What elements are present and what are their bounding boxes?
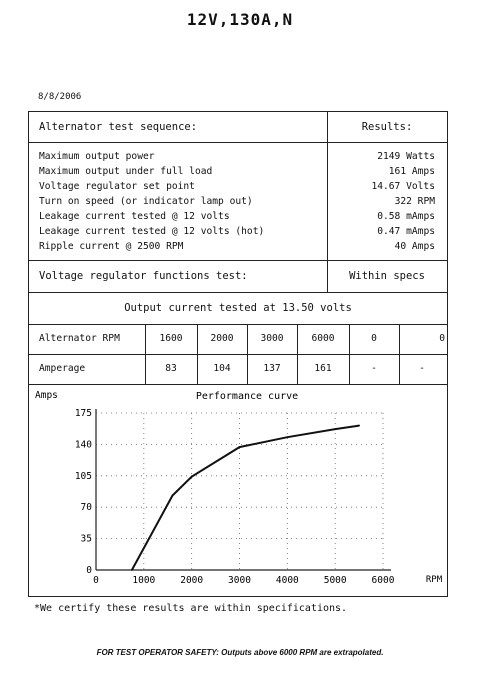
- data-point: [286, 436, 288, 438]
- data-point: [334, 428, 336, 430]
- x-tick-label: 4000: [275, 575, 299, 586]
- rule: [29, 384, 447, 385]
- test-result: 0.58 mAmps: [377, 211, 435, 222]
- amperage-value: -: [419, 363, 425, 374]
- test-result: 0.47 mAmps: [377, 226, 435, 237]
- x-tick-label: 0: [93, 575, 99, 586]
- rule: [29, 354, 447, 355]
- test-result: 322 RPM: [394, 196, 435, 207]
- test-label: Turn on speed (or indicator lamp out): [39, 196, 253, 207]
- y-tick-label: 175: [74, 408, 92, 419]
- chart-xlabel: RPM: [425, 575, 443, 585]
- chart-title: Performance curve: [195, 391, 299, 402]
- amperage-value: 137: [263, 363, 281, 374]
- data-point: [239, 446, 241, 448]
- data-point: [131, 569, 133, 571]
- test-result: 161 Amps: [388, 166, 435, 177]
- test-label: Leakage current tested @ 12 volts: [39, 211, 230, 222]
- rule: [29, 142, 447, 143]
- report-sheet: [28, 111, 448, 597]
- rpm-value: 1600: [159, 333, 183, 344]
- results-heading: Results:: [361, 121, 413, 133]
- y-tick-label: 35: [80, 533, 92, 545]
- test-label: Ripple current @ 2500 RPM: [39, 241, 184, 252]
- test-label: Voltage regulator set point: [39, 181, 195, 192]
- results-divider: [327, 112, 328, 292]
- test-result: 40 Amps: [394, 241, 435, 252]
- amperage-value: 83: [165, 363, 177, 374]
- y-tick-label: 140: [74, 439, 92, 451]
- rpm-value: 2000: [210, 333, 234, 344]
- test-result: 14.67 Volts: [371, 181, 435, 192]
- amperage-value: -: [371, 363, 377, 374]
- rpm-row-label: Alternator RPM: [39, 333, 120, 344]
- test-label: Maximum output under full load: [39, 166, 213, 177]
- rpm-value: 3000: [260, 333, 284, 344]
- data-point: [191, 476, 193, 478]
- rpm-value: 0: [439, 333, 445, 344]
- test-label: Maximum output power: [39, 151, 155, 162]
- certification-note: *We certify these results are within specifications.: [34, 603, 348, 614]
- regulator-test-label: Voltage regulator functions test:: [39, 270, 248, 282]
- rule: [29, 324, 447, 325]
- amperage-value: 104: [213, 363, 231, 374]
- chart-ylabel: Amps: [35, 390, 58, 401]
- y-tick-label: 0: [86, 565, 92, 576]
- report-title: 12V,130A,N: [186, 10, 294, 29]
- rule: [29, 260, 447, 261]
- x-tick-label: 5000: [323, 575, 347, 586]
- amperage-row-label: Amperage: [39, 363, 86, 374]
- data-point: [172, 495, 174, 497]
- report-date: 8/8/2006: [38, 92, 82, 102]
- test-sequence-heading: Alternator test sequence:: [39, 121, 198, 133]
- rpm-value: 6000: [311, 333, 335, 344]
- amperage-value: 161: [314, 363, 332, 374]
- test-label: Leakage current tested @ 12 volts (hot): [39, 226, 265, 237]
- y-tick-label: 70: [80, 502, 92, 514]
- safety-note: FOR TEST OPERATOR SAFETY: Outputs above 6000 RPM are extrapolated.: [96, 648, 384, 657]
- x-tick-label: 6000: [371, 575, 395, 586]
- x-tick-label: 1000: [132, 575, 156, 586]
- test-result: 2149 Watts: [377, 151, 435, 162]
- performance-chart: [29, 386, 447, 596]
- y-tick-label: 105: [74, 470, 92, 482]
- x-tick-label: 3000: [228, 575, 251, 586]
- rpm-value: 0: [371, 333, 377, 344]
- output-tested-note: Output current tested at 13.50 volts: [124, 302, 352, 314]
- performance-curve-line: [132, 426, 359, 570]
- rule: [29, 292, 447, 293]
- regulator-test-result: Within specs: [349, 270, 425, 282]
- x-tick-label: 2000: [180, 575, 204, 586]
- data-point: [358, 425, 360, 427]
